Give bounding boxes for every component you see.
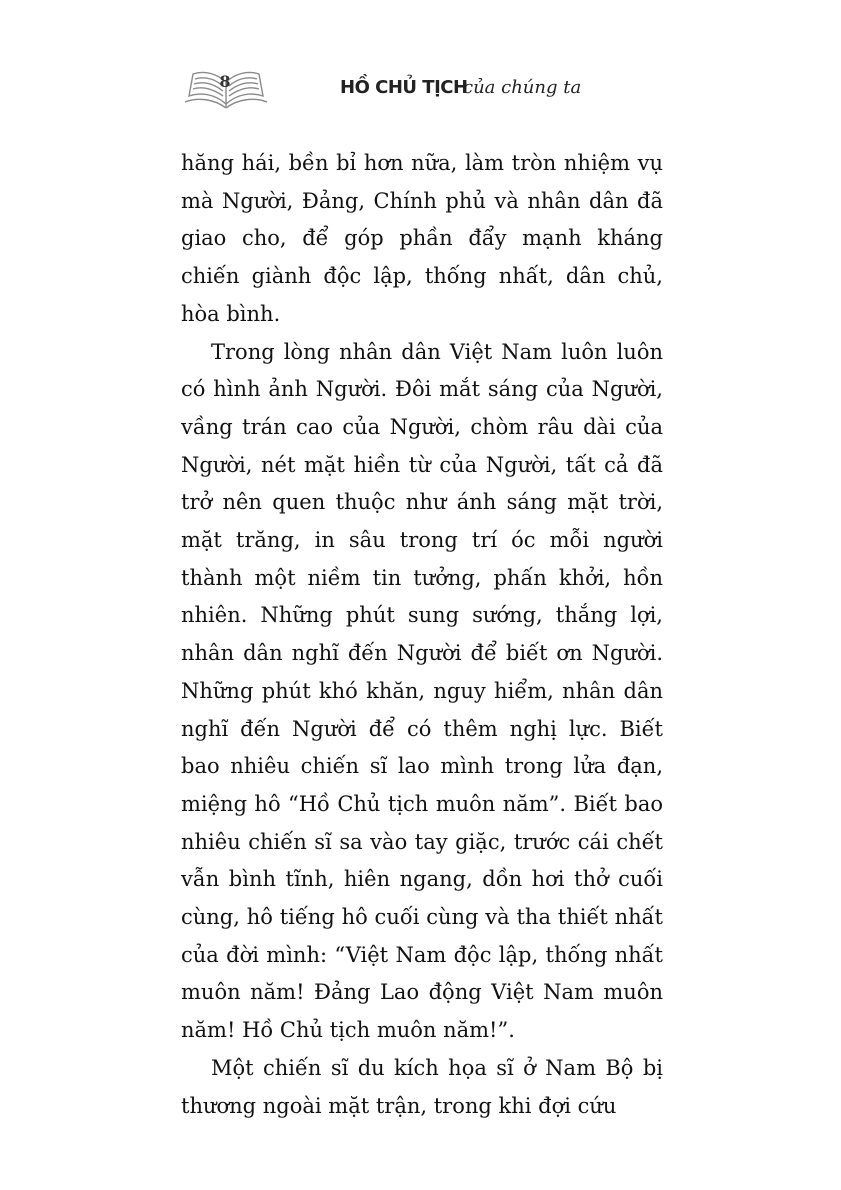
running-title: HỒ CHỦ TỊCH [340,77,468,98]
running-subtitle: của chúng ta [463,77,582,98]
paragraph: Một chiến sĩ du kích họa sĩ ở Nam Bộ bị thương ngoài mặt trận, trong khi đợi cứu [181,1055,663,1118]
paragraph: hăng hái, bền bỉ hơn nữa, làm tròn nhiệm vụ mà Người, Đảng, Chính phủ và nhân dân đã giao cho, để góp phần đẩy mạnh kháng chiến giành độc lập, thống nhất, dân chủ, hòa bình. [181,151,663,326]
body-text [181,145,663,1125]
page-header [0,0,841,130]
paragraph: Trong lòng nhân dân Việt Nam luôn luôn có hình ảnh Người. Đôi mắt sáng của Người, vầng trán cao của Người, chòm râu dài của Người, nét mặt hiền từ của Người, tất cả đã trở nên quen thuộc như ánh sáng mặt trời, mặt trăng, in sâu trong trí óc mỗi người thành một niềm tin tưởng, phấn khởi, hồn nhiên. Những phút sung sướng, thắng lợi, nhân dân nghĩ đến Người để biết ơn Người. Những phút khó khăn, nguy hiểm, nhân dân nghĩ đến Người để có thêm nghị lực. Biết bao nhiêu chiến sĩ lao mình trong lửa đạn, miệng hô “Hồ Chủ tịch muôn năm”. Biết bao nhiêu chiến sĩ sa vào tay giặc, trước cái chết vẫn bình tĩnh, hiên ngang, dồn hơi thở cuối cùng, hô tiếng hô cuối cùng và tha thiết nhất của đời mình: “Việt Nam độc lập, thống nhất muôn năm! Đảng Lao động Việt Nam muôn năm! Hồ Chủ tịch muôn năm!”. [181,339,663,1043]
page-number: 8 [219,72,231,91]
